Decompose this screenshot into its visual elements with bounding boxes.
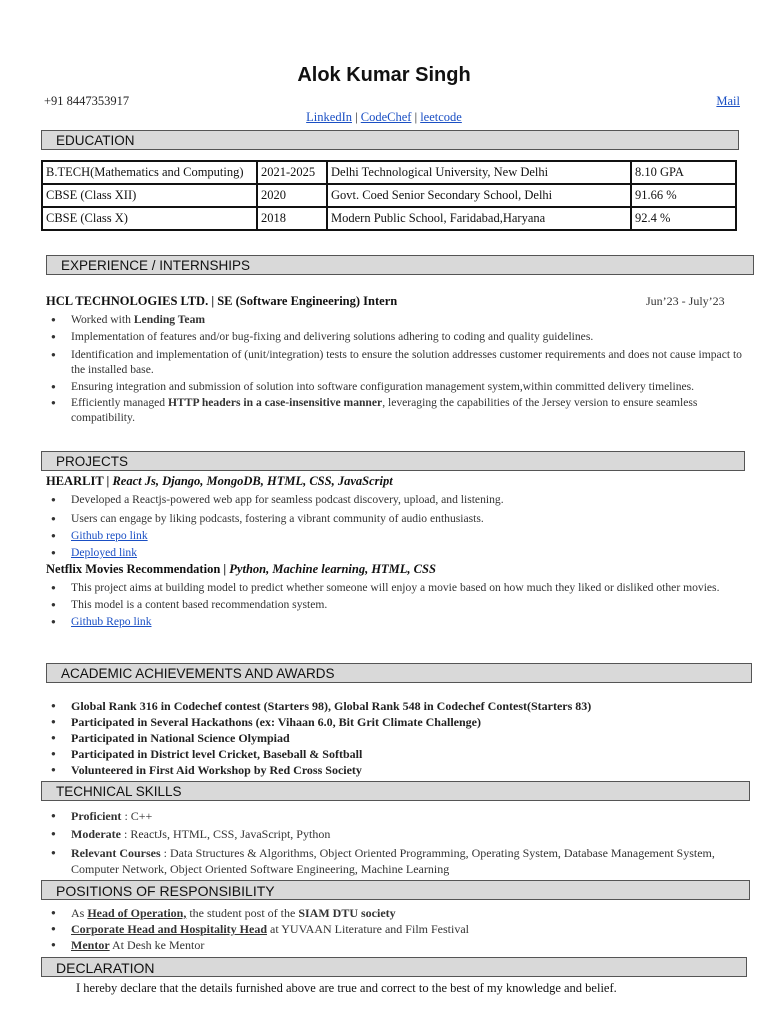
section-projects: PROJECTS — [41, 451, 745, 471]
list-item: ● This project aims at building model to predict whether someone will enjoy a movie based on how much they liked or disliked other movies. — [45, 580, 745, 595]
list-item — [45, 545, 753, 560]
item-text: Efficiently managed — [71, 396, 169, 409]
project-name: HEARLIT | — [46, 474, 113, 488]
item-bold: Lending Team — [133, 313, 206, 326]
position-org: SIAM DTU society — [298, 906, 396, 920]
list-item: ● Participated in National Science Olympiad — [45, 730, 753, 746]
leetcode-link[interactable]: leetcode — [420, 110, 462, 124]
edu-institute: Modern Public School, Faridabad,Haryana — [327, 207, 631, 230]
section-experience: EXPERIENCE / INTERNSHIPS — [46, 255, 754, 275]
item-text: , leveraging the capabilities of the Jersey version to ensure seamless compatibility. — [71, 396, 698, 424]
list-item — [45, 905, 753, 921]
list-item: ● This model is a content based recommendation system. — [45, 597, 745, 612]
edu-score: 92.4 % — [631, 207, 736, 230]
skill-label: Relevant Courses — [71, 846, 161, 860]
edu-institute: Delhi Technological University, New Delhi — [327, 161, 631, 184]
item-text: As — [71, 906, 88, 920]
section-skills: TECHNICAL SKILLS — [41, 781, 750, 801]
project-tech: React Js, Django, MongoDB, HTML, CSS, JavaScript — [112, 474, 393, 488]
list-item — [45, 937, 753, 953]
item-text: At Desh ke Mentor — [109, 938, 205, 952]
list-item: ● Developed a Reactjs-powered web app for seamless podcast discovery, upload, and listening. — [45, 492, 753, 507]
list-item: ● Identification and implementation of (unit/integration) tests to ensure the solution addresses customer requirements and does not cause impact to the installed base. — [45, 347, 753, 377]
item-text: the student post of the — [186, 906, 299, 920]
mail-link[interactable]: Mail — [716, 94, 740, 108]
position-role: Corporate Head and Hospitality Head — [71, 922, 268, 936]
project-netflix-title — [46, 562, 436, 577]
linkedin-link[interactable]: LinkedIn — [306, 110, 352, 124]
skill-value: : C++ — [121, 809, 153, 823]
skill-label: Proficient — [71, 809, 122, 823]
project-hearlit-title — [46, 474, 393, 489]
list-item: ● Participated in District level Cricket, Baseball & Softball — [45, 746, 753, 762]
list-item — [45, 921, 753, 937]
profile-links — [0, 110, 768, 125]
edu-degree: CBSE (Class XII) — [42, 184, 257, 207]
project-name: Netflix Movies Recommendation | — [46, 562, 230, 576]
edu-degree: B.TECH(Mathematics and Computing) — [42, 161, 257, 184]
awards-list — [45, 698, 753, 778]
link-separator: | — [355, 110, 358, 124]
edu-year: 2021-2025 — [257, 161, 327, 184]
phone-number: +91 8447353917 — [44, 94, 130, 108]
edu-year: 2020 — [257, 184, 327, 207]
list-item: ● Volunteered in First Aid Workshop by Red Cross Society — [45, 762, 753, 778]
item-bold: HTTP headers in a case-insensitive manner — [168, 396, 383, 409]
positions-list — [45, 905, 753, 953]
list-item: ● Users can engage by liking podcasts, fostering a vibrant community of audio enthusiasts. — [45, 511, 753, 526]
list-item — [45, 826, 753, 842]
item-text: Worked with — [71, 313, 134, 326]
skill-value: : Data Structures & Algorithms, Object Oriented Programming, Operating System, Database Management System, Computer Network, Object Oriented Software Engineering, Machine Learning — [71, 846, 715, 876]
item-text: at YUVAAN Literature and Film Festival — [267, 922, 469, 936]
education-table — [41, 160, 737, 231]
list-item: ● Global Rank 316 in Codechef contest (Starters 98), Global Rank 548 in Codechef Contest(Starters 83) — [45, 698, 753, 714]
edu-score: 8.10 GPA — [631, 161, 736, 184]
table-row — [42, 184, 736, 207]
experience-list — [45, 312, 753, 425]
link-separator: | — [414, 110, 418, 124]
project-tech: Python, Machine learning, HTML, CSS — [229, 562, 436, 576]
section-positions: POSITIONS OF RESPONSIBILITY — [41, 880, 750, 900]
deployed-link[interactable]: Deployed link — [71, 546, 138, 559]
project-netflix-list — [45, 580, 745, 629]
list-item — [45, 528, 753, 543]
skill-value: : ReactJs, HTML, CSS, JavaScript, Python — [120, 827, 331, 841]
job-dates: Jun’23 - July’23 — [646, 294, 725, 308]
edu-score: 91.66 % — [631, 184, 736, 207]
skill-label: Moderate — [71, 827, 121, 841]
list-item — [45, 395, 753, 425]
list-item: ● Implementation of features and/or bug-fixing and delivering solutions adhering to coding and quality guidelines. — [45, 329, 753, 344]
edu-institute: Govt. Coed Senior Secondary School, Delhi — [327, 184, 631, 207]
github-repo-link[interactable]: Github repo link — [71, 529, 148, 542]
codechef-link[interactable]: CodeChef — [360, 110, 412, 124]
list-item — [45, 845, 753, 877]
section-declaration: DECLARATION — [41, 957, 747, 977]
edu-year: 2018 — [257, 207, 327, 230]
job-title: HCL TECHNOLOGIES LTD. | SE (Software Engineering) Intern — [46, 294, 398, 308]
position-role: Mentor — [71, 938, 110, 952]
candidate-name: Alok Kumar Singh — [297, 64, 471, 86]
skills-list — [45, 808, 753, 877]
section-awards: ACADEMIC ACHIEVEMENTS AND AWARDS — [46, 663, 752, 683]
github-repo-link[interactable]: Github Repo link — [71, 615, 152, 628]
list-item: ● Participated in Several Hackathons (ex: Vihaan 6.0, Bit Grit Climate Challenge) — [45, 714, 753, 730]
section-education: EDUCATION — [41, 130, 739, 150]
list-item — [45, 312, 753, 327]
project-hearlit-list — [45, 492, 753, 560]
position-role: Head of Operation, — [87, 906, 187, 920]
table-row — [42, 161, 736, 184]
table-row — [42, 207, 736, 230]
declaration-text: I hereby declare that the details furnished above are true and correct to the best of my knowledge and belief. — [76, 981, 617, 995]
list-item — [45, 614, 745, 629]
list-item: ● Ensuring integration and submission of solution into software configuration management system,within committed delivery timelines. — [45, 379, 753, 394]
edu-degree: CBSE (Class X) — [42, 207, 257, 230]
list-item — [45, 808, 753, 824]
